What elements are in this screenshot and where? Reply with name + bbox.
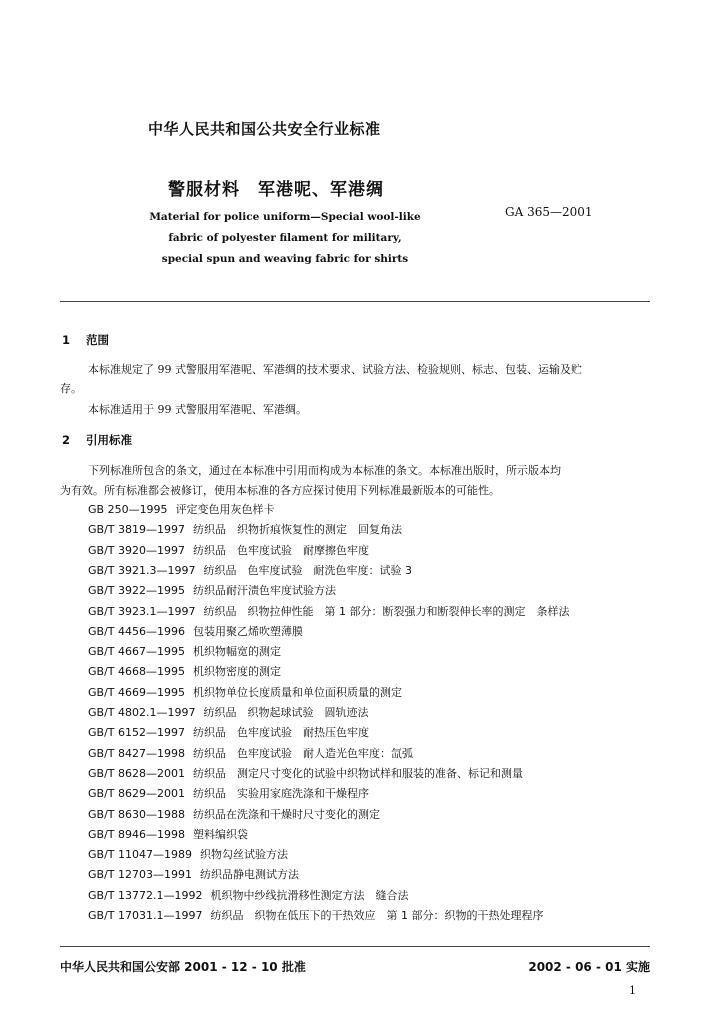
reference-item (88, 542, 369, 558)
reference-code: GB/T 3922—1995 (88, 584, 185, 598)
reference-code: GB/T 12703—1991 (88, 868, 192, 882)
reference-item (88, 745, 413, 761)
reference-title: 机织物单位长度质量和单位面积质量的测定 (192, 685, 402, 699)
title-cn-part2: 军港呢、军港绸 (258, 180, 384, 200)
reference-title: 纺织品 色牢度试验 耐热压色牢度 (192, 726, 369, 740)
reference-code: GB/T 8427—1998 (88, 746, 185, 760)
reference-title: 纺织品 色牢度试验 耐人造光色牢度：氙弧 (192, 746, 413, 760)
reference-title: 机织物幅宽的测定 (192, 645, 281, 659)
reference-code: GB/T 8629—2001 (88, 787, 185, 801)
reference-item (88, 582, 336, 598)
reference-code: GB/T 17031.1—1997 (88, 909, 203, 922)
title-en-line-3: special spun and weaving fabric for shirts (161, 253, 409, 265)
bottom-divider (60, 946, 650, 947)
reference-code: GB/T 13772.1—1992 (88, 888, 203, 902)
reference-code: GB/T 6152—1997 (88, 726, 185, 740)
reference-title: 纺织品 测定尺寸变化的试验中织物试样和服装的准备、标记和测量 (192, 766, 523, 780)
reference-item (88, 887, 408, 903)
reference-item (88, 643, 281, 659)
reference-title: 纺织品 织物在低压下的干热效应 第 1 部分：织物的干热处理程序 (210, 909, 544, 922)
reference-item (88, 704, 368, 720)
reference-item (88, 663, 281, 679)
reference-title: 纺织品 织物折痕恢复性的测定 回复角法 (192, 523, 402, 537)
reference-title: 包装用聚乙烯吹塑薄膜 (192, 624, 303, 638)
reference-item (88, 501, 275, 517)
reference-title: 机织物中纱线抗滑移性测定方法 缝合法 (210, 888, 409, 902)
section1-paragraph-2: 本标准适用于 99 式警服用军港呢、军港绸。 (88, 403, 307, 416)
reference-code: GB/T 4669—1995 (88, 685, 185, 699)
page-number: 1 (629, 984, 636, 997)
reference-code: GB/T 3819—1997 (88, 523, 185, 537)
reference-code: GB/T 3920—1997 (88, 543, 185, 557)
section1-paragraph-1-cont: 存。 (60, 382, 82, 395)
reference-title: 评定变色用灰色样卡 (175, 503, 275, 516)
reference-item (88, 603, 569, 619)
reference-code: GB/T 3923.1—1997 (88, 604, 196, 618)
document-title-cn (168, 175, 384, 200)
reference-code: GB/T 4668—1995 (88, 665, 185, 679)
section1-heading (62, 332, 109, 348)
reference-title: 纺织品 织物起球试验 圆轨迹法 (203, 706, 369, 719)
section1-title: 范围 (86, 333, 109, 347)
reference-title: 纺织品 织物拉伸性能 第 1 部分：断裂强力和断裂伸长率的测定 条样法 (203, 604, 570, 618)
reference-item (88, 521, 402, 537)
header-organization: 中华人民共和国公共安全行业标准 (148, 120, 381, 138)
reference-code: GB/T 8630—1988 (88, 807, 185, 821)
reference-item (88, 724, 369, 740)
reference-item (88, 826, 248, 842)
section2-title: 引用标准 (86, 433, 132, 447)
section2-heading (62, 432, 132, 448)
reference-item (88, 846, 288, 862)
reference-code: GB 250—1995 (88, 503, 168, 516)
reference-title: 织物勾丝试验方法 (199, 848, 288, 862)
reference-title: 纺织品 色牢度试验 耐洗色牢度：试验 3 (203, 563, 412, 577)
reference-title: 纺织品 色牢度试验 耐摩擦色牢度 (192, 543, 369, 557)
reference-item (88, 765, 523, 781)
section2-number: 2 (62, 433, 71, 447)
reference-code: GB/T 3921.3—1997 (88, 563, 196, 577)
reference-item (88, 806, 380, 822)
reference-code: GB/T 11047—1989 (88, 848, 192, 862)
reference-item (88, 562, 412, 578)
reference-title: 纺织品 实验用家庭洗涤和干燥程序 (192, 787, 369, 801)
standard-number: GA 365—2001 (505, 205, 593, 219)
reference-item (88, 785, 369, 801)
top-divider (60, 301, 650, 302)
reference-code: GB/T 4802.1—1997 (88, 706, 196, 719)
reference-item (88, 684, 402, 700)
title-en-line-1: Material for police uniform—Special wool-like (149, 211, 421, 223)
footer-implemented: 2002 - 06 - 01 实施 (528, 960, 650, 974)
reference-code: GB/T 4456—1996 (88, 624, 185, 638)
reference-title: 纺织品耐汗渍色牢度试验方法 (192, 584, 336, 598)
reference-title: 纺织品在洗涤和干燥时尺寸变化的测定 (192, 807, 380, 821)
reference-title: 纺织品静电测试方法 (199, 868, 299, 882)
reference-item (88, 623, 303, 639)
title-en-line-2: fabric of polyester filament for military, (168, 232, 402, 244)
reference-item (88, 907, 543, 923)
section1-paragraph-1: 本标准规定了 99 式警服用军港呢、军港绸的技术要求、试验方法、检验规则、标志、包装、运输及贮 (88, 363, 582, 376)
footer-issued: 中华人民共和国公安部 2001 - 12 - 10 批准 (60, 960, 306, 974)
reference-code: GB/T 8628—2001 (88, 766, 185, 780)
reference-code: GB/T 4667—1995 (88, 645, 185, 659)
section2-intro-line-1: 下列标准所包含的条文，通过在本标准中引用而构成为本标准的条文。本标准出版时，所示版本均 (88, 464, 561, 477)
section1-number: 1 (62, 333, 71, 347)
reference-title: 机织物密度的测定 (192, 665, 281, 679)
reference-title: 塑料编织袋 (192, 827, 248, 841)
reference-item (88, 866, 299, 882)
section2-intro-line-2: 为有效。所有标准都会被修订，使用本标准的各方应探讨使用下列标准最新版本的可能性。 (60, 484, 500, 497)
title-cn-part1: 警服材料 (168, 180, 240, 200)
reference-code: GB/T 8946—1998 (88, 827, 185, 841)
